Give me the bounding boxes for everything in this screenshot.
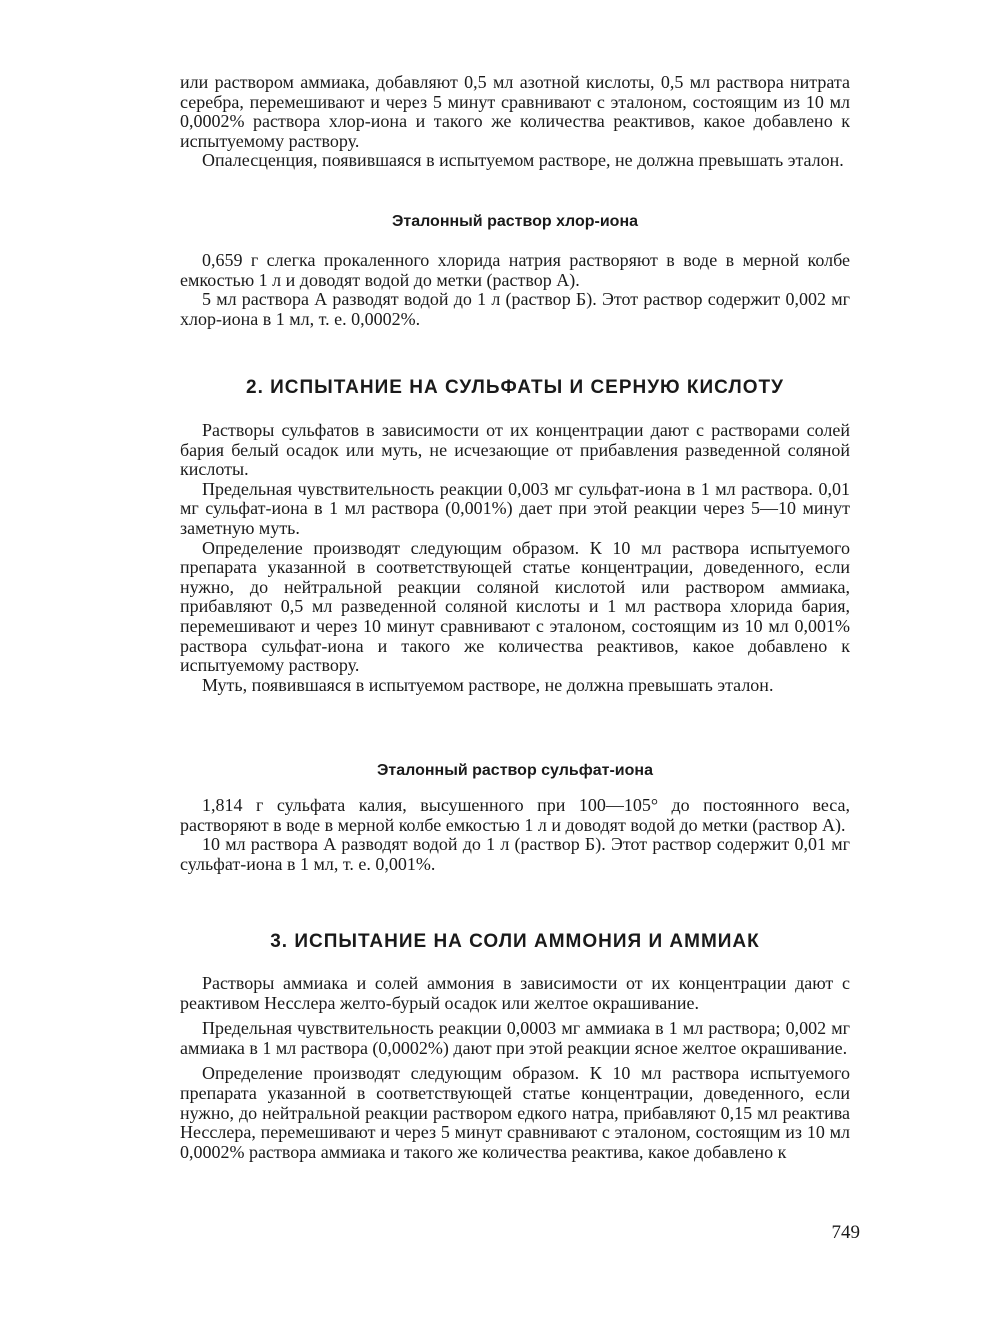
chloride-standard-heading: Эталонный раствор хлор-иона <box>391 213 639 230</box>
section-3-paragraph-1: Растворы аммиака и солей аммония в зависимости от их концентрации дают с реактивом Несслера желто-бурый осадок или желтое окрашивание. <box>180 973 850 1013</box>
section-2-paragraph-2: Предельная чувствительность реакции 0,003 мг сульфат-иона в 1 мл раствора. 0,01 мг сульфат-иона в 1 мл раствора (0,001%) дает при этой реакции через 5—10 минут заметную муть. <box>180 478 850 538</box>
sulfate-standard-paragraph-1: 1,814 г сульфата калия, высушенного при 100—105° до постоянного веса, растворяют в воде в мерной колбе емкостью 1 л и доводят водой до метки (раствор А). <box>180 795 850 835</box>
chloride-standard-text <box>180 251 850 329</box>
section-2-text <box>180 421 850 695</box>
intro-block <box>180 73 850 171</box>
section-3-title-block <box>180 930 850 954</box>
sulfate-standard-heading: Эталонный раствор сульфат-иона <box>377 762 653 779</box>
section-3-heading: 3. ИСПЫТАНИЕ НА СОЛИ АММОНИЯ И АММИАК <box>270 931 760 952</box>
section-3-paragraph-3: Определение производят следующим образом. К 10 мл раствора испытуемого препарата указанной в соответствующей статье концентрации, доведенного, если нужно, до нейтральной реакции раствором едкого натра, прибавляют 0,15 мл реактива Несслера, перемешивают и через 5 минут сравнивают с эталоном, состоящим из 10 мл 0,0002% раствора аммиака и такого же количества реактива, какое добавлено к <box>180 1063 850 1162</box>
intro-paragraph-2: Опалесценция, появившаяся в испытуемом растворе, не должна превышать эталон. <box>202 150 844 171</box>
sulfate-standard-text <box>180 796 850 874</box>
section-2-heading: 2. ИСПЫТАНИЕ НА СУЛЬФАТЫ И СЕРНУЮ КИСЛОТУ <box>246 377 784 398</box>
page-number: 749 <box>831 1222 860 1243</box>
section-2-paragraph-1: Растворы сульфатов в зависимости от их концентрации дают с растворами солей бария белый осадок или муть, не исчезающие от прибавления разведенной соляной кислоты. <box>180 420 850 480</box>
section-2-title-block <box>180 376 850 400</box>
section-3-paragraph-2: Предельная чувствительность реакции 0,0003 мг аммиака в 1 мл раствора; 0,002 мг аммиака в 1 мл раствора (0,0002%) дают при этой реакции ясное желтое окрашивание. <box>180 1018 850 1058</box>
sulfate-standard-paragraph-2: 10 мл раствора А разводят водой до 1 л (раствор Б). Этот раствор содержит 0,01 мг сульфат-иона в 1 мл, т. е. 0,001%. <box>180 834 850 874</box>
sulfate-standard-block <box>180 761 850 781</box>
chloride-standard-paragraph-1: 0,659 г слегка прокаленного хлорида натрия растворяют в воде в мерной колбе емкостью 1 л и доводят водой до метки (раствор А). <box>180 250 850 290</box>
section-2-paragraph-3: Определение производят следующим образом. К 10 мл раствора испытуемого препарата указанной в соответствующей статье концентрации, доведенного, если нужно, до нейтральной реакции соляной кислотой или раствором аммиака, прибавляют 0,5 мл разведенной соляной кислоты и 1 мл раствора хлорида бария, перемешивают и через 10 минут сравнивают с эталоном, состоящим из 10 мл 0,001% раствора сульфат-иона и такого же количества реактивов, какое добавлено к испытуемому раствору. <box>180 537 850 676</box>
chloride-standard-paragraph-2: 5 мл раствора А разводят водой до 1 л (раствор Б). Этот раствор содержит 0,002 мг хлор-иона в 1 мл, т. е. 0,0002%. <box>180 289 850 329</box>
intro-paragraph-1: или раствором аммиака, добавляют 0,5 мл азотной кислоты, 0,5 мл раствора нитрата серебра, перемешивают и через 5 минут сравнивают с эталоном, состоящим из 10 мл 0,0002% раствора хлор-иона и такого же количества реактивов, какое добавлено к испытуемому раствору. <box>180 72 850 151</box>
section-3-text <box>180 974 850 1162</box>
chloride-standard-block <box>180 212 850 232</box>
section-2-paragraph-4: Муть, появившаяся в испытуемом растворе, не должна превышать эталон. <box>202 674 774 695</box>
